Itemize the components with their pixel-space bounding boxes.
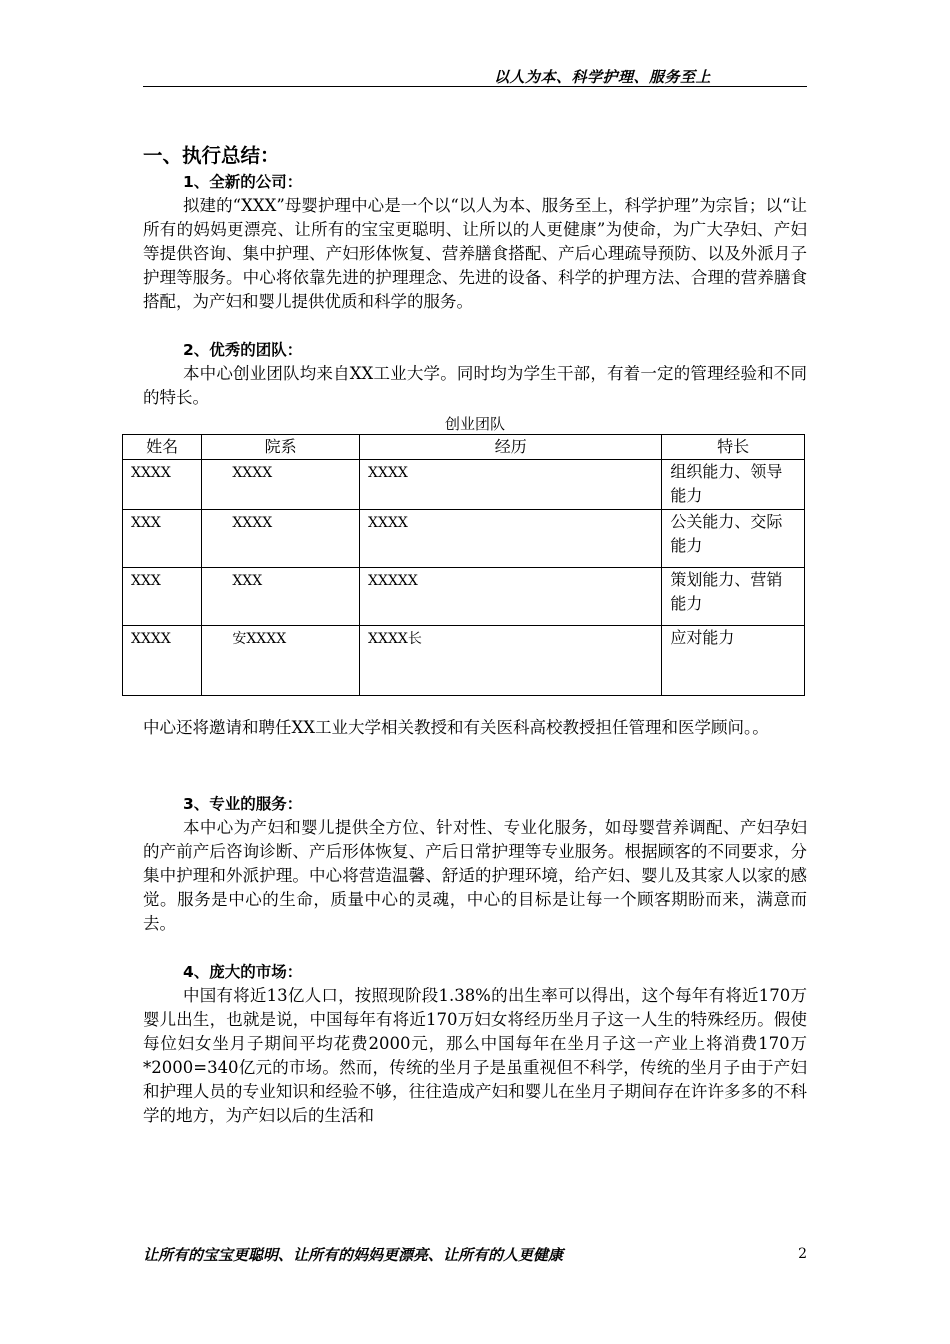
cell-experience: XXXX长 xyxy=(360,626,662,696)
cell-specialty: 公关能力、交际能力 xyxy=(662,510,805,568)
section-title: 一、执行总结： xyxy=(143,144,280,167)
team-table xyxy=(122,434,805,696)
cell-name: XXXX xyxy=(123,460,202,510)
col-name: 姓名 xyxy=(123,435,202,460)
header-motto: 以人为本、科学护理、服务至上 xyxy=(493,68,711,86)
cell-experience: XXXXX xyxy=(360,568,662,626)
col-experience: 经历 xyxy=(360,435,662,460)
col-specialty: 特长 xyxy=(662,435,805,460)
cell-department: XXX xyxy=(202,568,360,626)
s4-body: 中国有将近13亿人口，按照现阶段1.38%的出生率可以得出，这个每年有将近170万婴儿出生，也就是说，中国每年有将近170万妇女将经历坐月子这一人生的特殊经历。假使每位妇女坐月子期间平均花费2000元，那么中国每年在坐月子这一产业上将消费170万*2000=340亿元的市场。然而，传统的坐月子是虽重视但不科学，传统的坐月子由于产妇和护理人员的专业知识和经验不够，往往造成产妇和婴儿在坐月子期间存在许许多多的不科学的地方，为产妇以后的生活和 xyxy=(143,986,807,1125)
s3-heading: 3、专业的服务： xyxy=(183,795,303,813)
footer-slogan: 让所有的宝宝更聪明、让所有的妈妈更漂亮、让所有的人更健康 xyxy=(143,1246,564,1264)
cell-name: XXXX xyxy=(123,626,202,696)
s2-after: 中心还将邀请和聘任XX工业大学相关教授和有关医科高校教授担任管理和医学顾问。。 xyxy=(143,718,769,737)
cell-department: XXXX xyxy=(202,510,360,568)
cell-specialty: 应对能力 xyxy=(662,626,805,696)
cell-specialty: 策划能力、营销能力 xyxy=(662,568,805,626)
cell-experience: XXXX xyxy=(360,460,662,510)
table-row xyxy=(123,460,805,510)
table-row xyxy=(123,626,805,696)
page-number: 2 xyxy=(798,1246,807,1262)
cell-name: XXX xyxy=(123,510,202,568)
col-department: 院系 xyxy=(202,435,360,460)
page-header xyxy=(143,66,807,87)
cell-department: XXXX xyxy=(202,460,360,510)
cell-specialty: 组织能力、领导能力 xyxy=(662,460,805,510)
s3-body: 本中心为产妇和婴儿提供全方位、针对性、专业化服务，如母婴营养调配、产妇孕妇的产前产后咨询诊断、产后形体恢复、产后日常护理等专业服务。根据顾客的不同要求，分集中护理和外派护理。中心将营造温馨、舒适的护理环境，给产妇、婴儿及其家人以家的感觉。服务是中心的生命，质量中心的灵魂，中心的目标是让每一个顾客期盼而来，满意而去。 xyxy=(143,818,807,933)
cell-name: XXX xyxy=(123,568,202,626)
cell-department: 安XXXX xyxy=(202,626,360,696)
table-header-row xyxy=(123,435,805,460)
s2-heading: 2、优秀的团队： xyxy=(183,341,303,359)
cell-experience: XXXX xyxy=(360,510,662,568)
s2-body: 本中心创业团队均来自XX工业大学。同时均为学生干部，有着一定的管理经验和不同的特长。 xyxy=(143,364,807,407)
s1-heading: 1、全新的公司： xyxy=(183,173,303,191)
s1-body: 拟建的“XXX”母婴护理中心是一个以“以人为本、服务至上，科学护理”为宗旨；以“让所有的妈妈更漂亮、让所有的宝宝更聪明、让所以的人更健康”为使命，为广大孕妇、产妇等提供咨询、集中护理、产妇形体恢复、营养膳食搭配、产后心理疏导预防、以及外派月子护理等服务。中心将依靠先进的护理理念、先进的设备、科学的护理方法、合理的营养膳食搭配，为产妇和婴儿提供优质和科学的服务。 xyxy=(143,196,807,311)
document-body xyxy=(131,142,807,1128)
table-row xyxy=(123,510,805,568)
s4-heading: 4、庞大的市场： xyxy=(183,963,303,981)
table-row xyxy=(123,568,805,626)
table-caption: 创业团队 xyxy=(444,415,505,433)
